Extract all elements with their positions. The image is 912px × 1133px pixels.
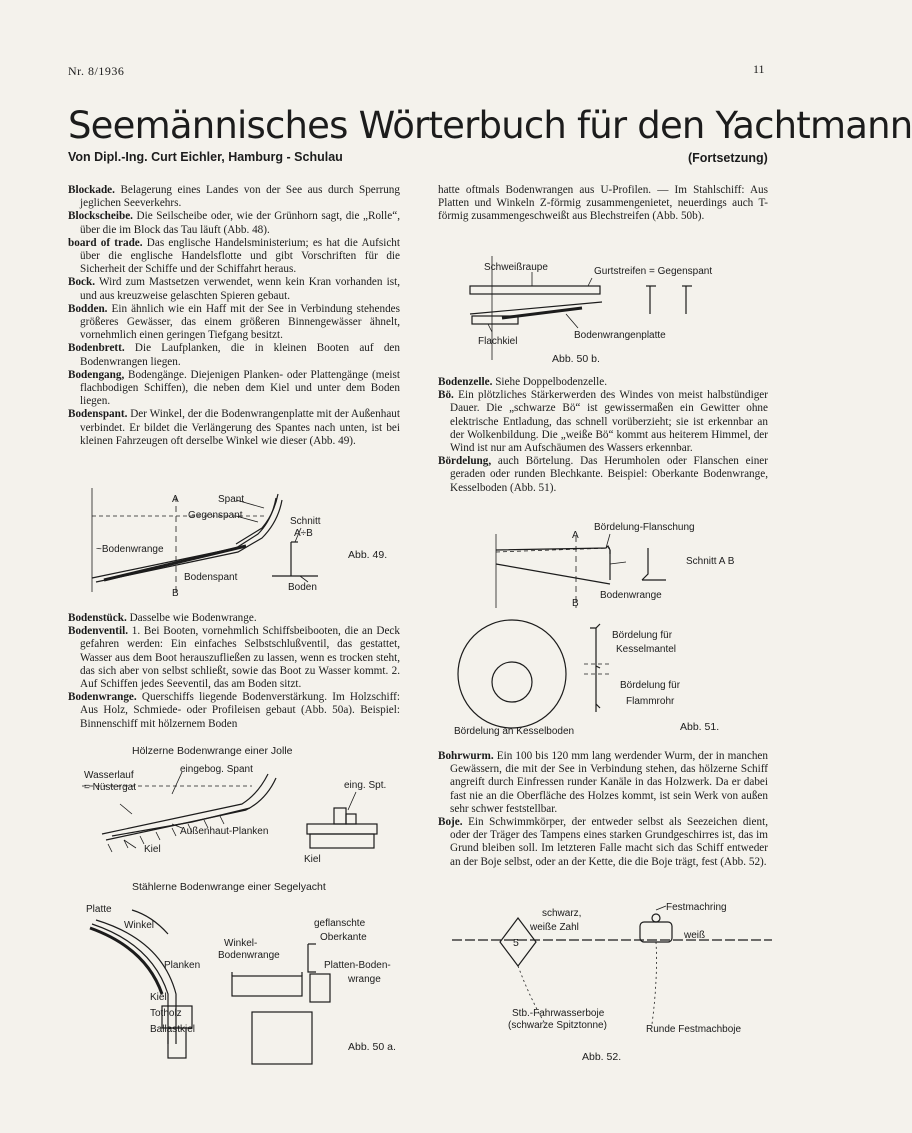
fig50b-label-gurtstreifen: Gurtstreifen = Gegenspant [594,266,713,277]
fig52-label-runde: Runde Festmachboje [646,1024,742,1035]
fig49-label-schnitt: Schnitt [290,516,321,527]
fig49-label-gegenspant: Gegenspant [188,510,243,521]
issue-number: Nr. 8/1936 [68,64,125,78]
figure-50a [72,744,412,1069]
figure-51-section-drawing [490,520,780,612]
entry-definition: Dasselbe wie Bodenwrange. [126,612,257,624]
fig51-label-a: A [572,530,579,541]
fig50b-caption: Abb. 50 b. [552,353,600,365]
entry-definition: Ein 100 bis 120 mm lang werdender Wurm, der in manchen Gewässern, die mit der See in Verbindung stehen, das hölzerne Schiff angreift durch Einfressen runder Kanäle in das Holzwerk. Da er dabei fast nie an die Oberfläche des Holzes kommt, ist sein Werk von außen sehr schwer feststellbar. [450,750,768,815]
figure-49-drawing [86,486,406,606]
figure-50a-drawing [72,744,412,1064]
dictionary-entry [438,376,768,389]
dictionary-entry [68,237,400,277]
fig51-label-kesselboden: Bördelung an Kesselboden [454,726,575,737]
entry-definition: Ein plötzliches Stärkerwerden des Windes von meist halbstündiger Dauer. Die „schwarze Bö“ ist gewissermaßen ein Gewitter ohne elektrische Entladung, das schnell vorüberzieht; sie ist erkennbar an der Wolkenbildung. Die „weiße Bö“ kommt aus heiterem Himmel, der Wind ist nur am Aufschäumen des Wassers erkennbar. [450,389,768,455]
entry-definition: Die Laufplanken, die in kleinen Booten auf den Bodenwrangen liegen. [80,342,400,368]
fig50a-label-totholz: Totholz [150,1008,182,1019]
dictionary-entry [68,369,400,409]
fig52-caption: Abb. 52. [582,1051,622,1063]
dictionary-entry [438,389,768,455]
figure-50b [462,256,762,373]
fig51-label-b: B [572,598,579,609]
entry-list [68,184,400,448]
entry-term: Blockade. [68,184,115,196]
fig50a-label-winkel-bw1: Winkel- [224,938,258,949]
fig50a-title-top: Hölzerne Bodenwrange einer Jolle [132,745,293,757]
fig52-label-festmachring: Festmachring [666,902,727,913]
entry-definition: Belagerung eines Landes von der See aus durch Sperrung jeglichen Seeverkehrs. [80,184,400,210]
fig52-buoy-number: 5 [513,937,519,949]
fig50a-label-kiel3: Kiel [150,992,167,1003]
article-author: Von Dipl.-Ing. Curt Eichler, Hamburg - Schulau [68,150,343,164]
entry-definition: Wird zum Mastsetzen verwendet, wenn kein Kran vorhanden ist, und aus kreuzweise gelaschten Spieren gebaut. [80,276,400,302]
entry-term: Bördelung, [438,455,492,468]
entry-definition: Querschiffs liegende Bodenverstärkung. Im Holzschiff: Aus Holz, Schmiede- oder Profileisen gebaut (Abb. 50a). Beispiel: Binnenschiff mit hölzernem Boden [80,691,400,730]
dictionary-entry [68,408,400,448]
column-2-block-c [438,750,768,869]
fig50a-label-eingebog: eingebog. Spant [180,764,253,775]
entry-term: Bodenspant. [68,408,128,421]
entry-definition: 1. Bei Booten, vornehmlich Schiffsbeibooten, die an Deck gefahren werden: Ein einfaches Selbstschlußventil, das gestattet, Wasser aus dem Boot herauszufließen zu lassen, wenn es trocken steht, das sich aber von selbst schließt, sowie das Boot zu Wasser kommt. 2. Auf Schiffen jedes Seeventil, das am Boden sitzt. [80,625,400,691]
fig50a-label-winkel-bw2: Bodenwrange [218,950,280,961]
entry-term: Blockscheibe. [68,210,133,223]
column-2-block-b [438,376,768,495]
paragraph-continuation: hatte oftmals Bodenwrangen aus U-Profilen. — Im Stahlschiff: Aus Platten und Winkeln Z-förmig zusammengenietet, neuerdings auch T-förmig zusammengeschweißt aus Blechstreifen (Abb. 50b). [438,184,768,223]
column-1-block-b [68,612,400,731]
fig52-label-stb1: Stb.-Fahrwasserboje [512,1008,605,1019]
fig51-label-bodenwrange: Bodenwrange [600,590,662,601]
dictionary-entry [68,210,400,236]
entry-term: Bö. [438,389,454,402]
fig51-label-flanschung: Bördelung-Flanschung [594,522,695,533]
fig49-label-bodenwrange: ~Bodenwrange [96,544,164,555]
fig51-label-kesselmantel2: Kesselmantel [616,644,677,655]
entry-term: Boje. [438,816,463,829]
column-1-block-a [68,184,400,448]
entry-term: Bodenwrange. [68,691,137,704]
fig50a-label-wasserlauf: Wasserlauf [84,770,134,781]
entry-definition: auch Börtelung. Das Herumholen oder Flanschen einer geraden oder runden Blechkante. Beispiel: Oberkante Bodenwrange, Kesselboden (Abb. 51). [450,455,768,494]
fig50a-label-platte: Platte [86,904,112,915]
fig51-label-kesselmantel1: Bördelung für [612,630,673,641]
entry-definition: Die Seilscheibe oder, wie der Grünhorn sagt, die „Rolle“, über die im Block das Tau läuft (Abb. 48). [80,210,400,236]
fig50a-label-eing-spt: eing. Spt. [344,780,387,791]
fig52-label-stb2: (schwarze Spitztonne) [508,1020,607,1031]
fig50b-label-flachkiel: Flachkiel [478,336,518,347]
fig49-caption: Abb. 49. [348,549,388,561]
article-title: Seemännisches Wörterbuch für den Yachtmann [68,104,912,147]
dictionary-entry [68,625,400,691]
entry-definition: Das englische Handelsministerium; es hat die Aufsicht über die englische Handelsflotte und gibt Vorschriften für die Sicherheit der Schiffe und der Schiffahrt heraus. [80,236,400,276]
fig50a-caption: Abb. 50 a. [348,1041,396,1053]
entry-term: Bodden. [68,302,108,315]
entry-term: Bohrwurm. [438,750,494,762]
fig51-label-flammrohr1: Bördelung für [620,680,681,691]
entry-definition: Siehe Doppelbodenzelle. [492,376,608,388]
fig50b-label-bodenwrangenplatte: Bodenwrangenplatte [574,330,666,341]
fig50a-label-kiel1: Kiel [144,844,161,855]
entry-term: board of trade. [68,236,143,249]
fig49-label-a: A [172,494,179,505]
fig50a-label-winkel: Winkel [124,920,155,931]
fig52-label-schwarz: schwarz, [542,908,582,919]
fig50a-label-geflanschte: geflanschte [314,918,366,929]
fig50a-label-platten-bw1: Platten-Boden- [324,960,391,971]
dictionary-entry [68,612,400,625]
fig49-label-b: B [172,588,179,599]
figure-49 [86,486,406,611]
column-2-block-a [438,184,768,224]
fig50a-label-nuestergat: = Nüstergat [84,782,136,793]
fig52-label-weisse-zahl: weiße Zahl [530,922,579,933]
dictionary-entry [68,276,400,302]
entry-term: Bodenbrett. [68,342,125,355]
figure-51-boiler [450,616,770,747]
dictionary-entry [438,750,768,816]
dictionary-entry [438,816,768,869]
figure-51-section [490,520,780,617]
fig51-label-flammrohr2: Flammrohr [626,696,675,707]
fig51-label-schnitt-ab: Schnitt A B [686,556,735,567]
fig50a-label-aussenhaut: Außenhaut-Planken [180,826,269,837]
fig50a-label-planken: Planken [164,960,201,971]
entry-term: Bock. [68,276,96,289]
dictionary-entry [68,303,400,343]
fig50a-label-kiel2: Kiel [304,854,321,865]
continuation-note: (Fortsetzung) [688,151,768,165]
fig50a-label-ballastkiel: Ballastkiel [150,1024,196,1035]
fig49-label-boden: Boden [288,582,317,593]
fig50a-title-bottom: Stählerne Bodenwrange einer Segelyacht [132,881,326,893]
entry-definition: Der Winkel, der die Bodenwrangenplatte mit der Außenhaut verbindet. Er bildet die Verlängerung des Spantes nach unten, ist bei kleinen Fahrzeugen oft derselbe Winkel wie dieser (Abb. 49). [80,408,400,447]
fig49-label-schnitt-ab: A÷B [294,528,313,539]
fig50a-label-oberkante: Oberkante [320,932,367,943]
fig50b-label-schweissraupe: Schweißraupe [484,262,548,273]
entry-term: Bodengang, [68,368,125,381]
dictionary-entry [68,342,400,368]
dictionary-entry [68,691,400,731]
figure-52-drawing [452,898,772,1064]
entry-term: Bodenventil. [68,625,128,638]
entry-definition: Ein Schwimmkörper, der entweder selbst als Seezeichen dient, oder der Träger des Tampens eines starken Grundgeschirres ist, das im Grund bleiben soll. Im letzteren Falle macht sich das Schiff entweder an der Boje selbst, oder an der Kette, die die Boje trägt, fest (Abb. 52). [450,816,768,868]
fig49-label-bodenspant: Bodenspant [184,572,238,583]
dictionary-entry [68,184,400,210]
figure-50b-drawing [462,256,762,368]
fig51-caption: Abb. 51. [680,721,720,733]
page-number: 11 [753,62,765,76]
fig52-label-weiss: weiß [684,930,706,941]
fig50a-label-platten-bw2: wrange [348,974,381,985]
fig49-label-spant: Spant [218,494,245,505]
figure-51-boiler-drawing [450,616,770,742]
entry-definition: Ein ähnlich wie ein Haff mit der See in Verbindung stehendes größeres Gewässer, das einem größeren Binnengewässer ähnelt, vornehmlich einen geringen Tiefgang besitzt. [80,302,400,342]
figure-52 [452,898,772,1069]
dictionary-entry [438,455,768,495]
entry-definition: Bodengänge. Diejenigen Planken- oder Plattengänge (meist flachbodigen Schiffen), die neben dem Kiel und unter dem Boden liegen. [80,368,400,408]
entry-term: Bodenstück. [68,612,127,624]
entry-term: Bodenzelle. [438,376,493,388]
